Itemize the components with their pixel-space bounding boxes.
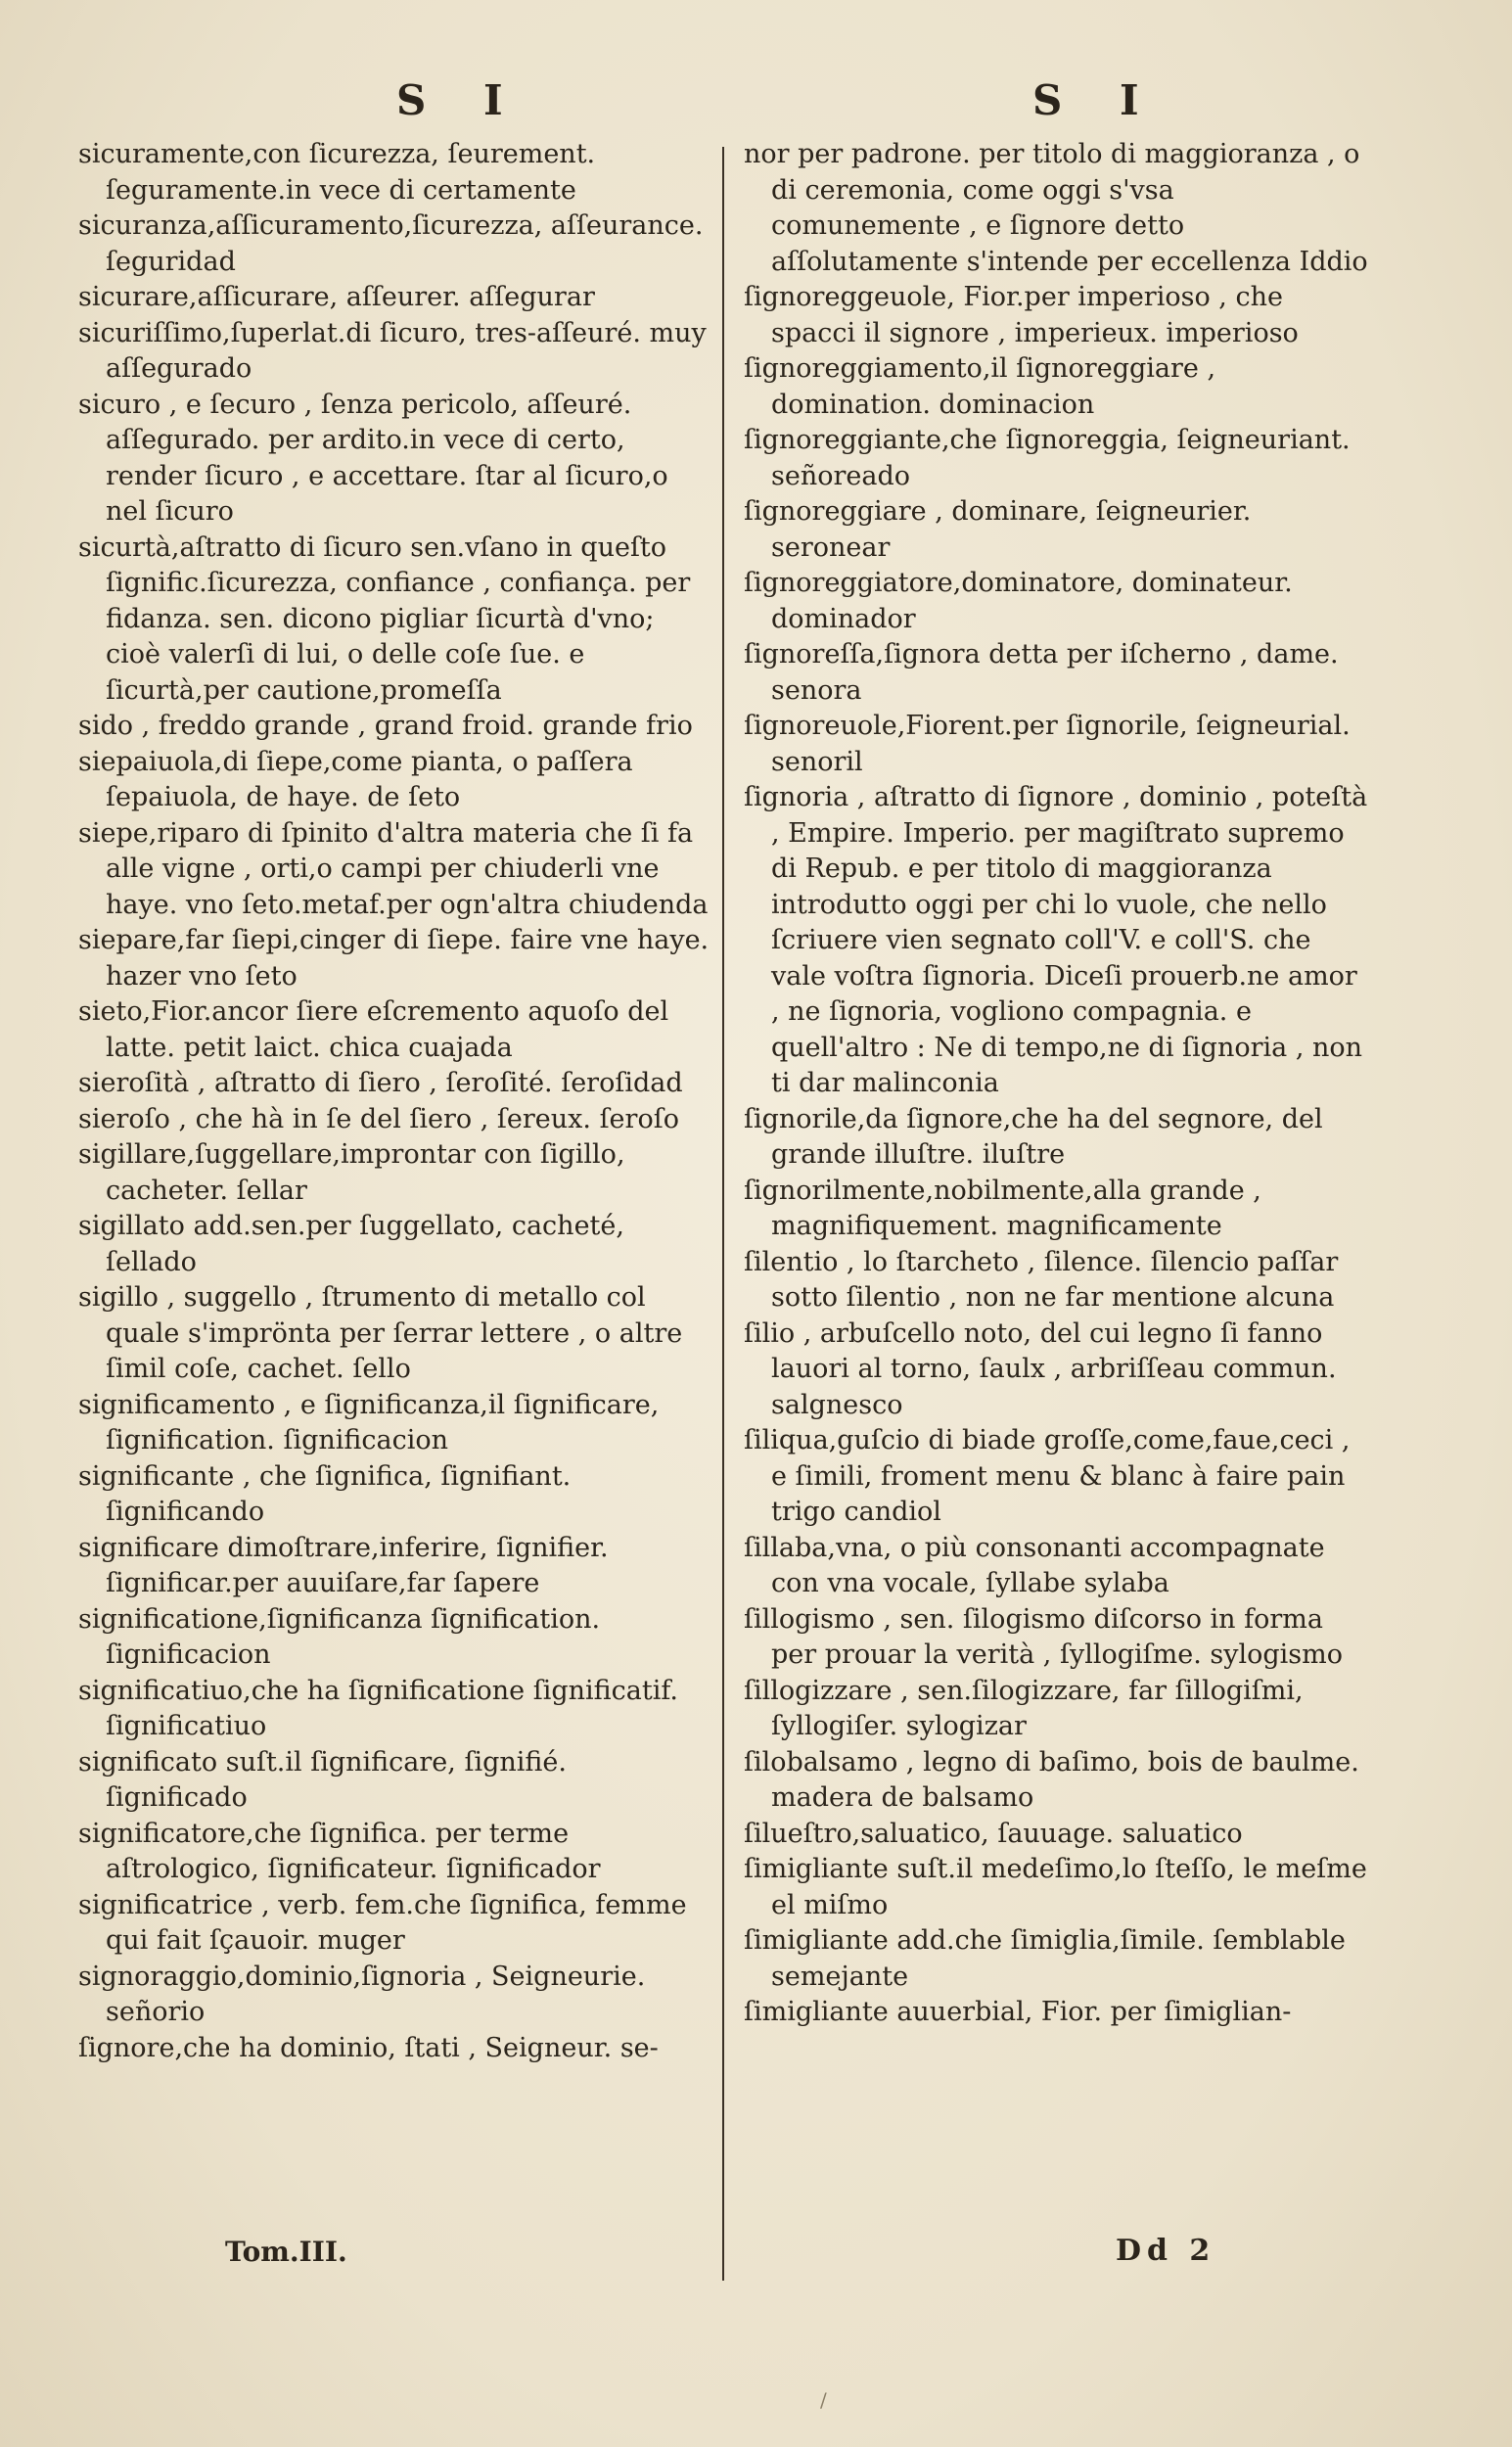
dictionary-entry: ſimigliante auuerbial, Fior. per ſimiglian- xyxy=(744,1997,1292,2027)
dictionary-entry: ſimigliante add.che ſimiglia,ſimile. ſemblable semejante xyxy=(744,1925,1346,1992)
dictionary-entry: sicuramente,con ſicurezza, ſeurement. ſeguramente.in vece di certamente xyxy=(78,139,596,206)
dictionary-entry: sicurare,aſſicurare, aſſeurer. aſſegurar xyxy=(78,282,595,312)
dictionary-entry: ſignore,che ha dominio, ſtati , Seigneur. se- xyxy=(78,2032,659,2063)
volume-label: Tom.III. xyxy=(225,2236,347,2268)
dictionary-entry: ſimigliante suſt.il medeſimo,lo ſteſſo, le meſme el miſmo xyxy=(744,1854,1367,1920)
dictionary-entry: siepe,riparo di ſpinito d'altra materia che ſi fa alle vigne , orti,o campi per chiuderli vne haye. vno ſeto.metaf.per ogn'altra chiudenda xyxy=(78,817,709,920)
dictionary-entry: significatrice , verb. fem.che ſignifica, femme qui fait ſçauoir. muger xyxy=(78,1889,687,1956)
dictionary-entry: siepaiuola,di ſiepe,come pianta, o paſſera ſepaiuola, de haye. de ſeto xyxy=(78,746,633,812)
dictionary-entry: ſillaba,vna, o più consonanti accompagnate con vna vocale, ſyllabe sylaba xyxy=(744,1532,1325,1598)
signature-mark: Dd 2 xyxy=(1116,2234,1216,2268)
dictionary-entry: ſilueſtro,saluatico, ſauuage. saluatico xyxy=(744,1818,1243,1849)
dictionary-entry: sido , freddo grande , grand froid. grande frio xyxy=(78,711,693,741)
ink-mark: / xyxy=(820,2388,827,2412)
dictionary-entry: ſillogizzare , sen.ſilogizzare, far ſillogiſmi, ſyllogiſer. sylogizar xyxy=(744,1675,1304,1741)
dictionary-entry: ſignoreuole,Fiorent.per ſignorile, ſeigneurial. senoril xyxy=(744,711,1351,777)
dictionary-entry: significatione,ſignificanza ſignification. ſignificacion xyxy=(78,1603,601,1670)
right-column xyxy=(744,137,1370,2031)
dictionary-entry: ſilentio , lo ſtarcheto , ſilence. ſilencio paſſar sotto ſilentio , non ne far mentione alcuna xyxy=(744,1246,1339,1313)
dictionary-entry: sicurtà,aſtratto di ſicuro sen.vſano in queſto ſignific.ſicurezza, confiance , confiança. per fidanza. sen. dicono pigliar ſicurtà d'vno; cioè valerſi di lui, o delle coſe ſue. e ſicurtà,per cautione,promeſſa xyxy=(78,531,691,706)
dictionary-entry: ſiliqua,guſcio di biade groſſe,come,faue,ceci , e ſimili, froment menu & blanc à faire pain trigo candiol xyxy=(744,1425,1351,1527)
right-running-head: S I xyxy=(1032,76,1161,124)
dictionary-entry: significamento , e ſignificanza,il ſignificare, ſignification. ſignificacion xyxy=(78,1389,660,1455)
dictionary-entry: siepare,far ſiepi,cinger di ſiepe. faire vne haye. hazer vno ſeto xyxy=(78,925,710,992)
dictionary-entry: ſignoreggiamento,il ſignoreggiare , domination. dominacion xyxy=(744,353,1216,420)
dictionary-entry: ſilio , arbuſcello noto, del cui legno ſi fanno lauori al torno, ſaulx , arbriſſeau commun. salgnesco xyxy=(744,1317,1337,1420)
dictionary-entry: sieroſità , aſtratto di ſiero , ſeroſité. ſeroſidad xyxy=(78,1068,683,1098)
dictionary-entry: ſignoreggeuole, Fior.per imperioso , che spacci il signore , imperieux. imperioso xyxy=(744,282,1299,348)
dictionary-entry: ſilobalsamo , legno di baſimo, bois de baulme. madera de balsamo xyxy=(744,1746,1359,1813)
dictionary-entry: significatiuo,che ha ſignificatione ſignificatif. ſignificatiuo xyxy=(78,1675,678,1741)
dictionary-entry: sieto,Fior.ancor ſiere eſcremento aquoſo del latte. petit laict. chica cuajada xyxy=(78,996,669,1063)
dictionary-entry: nor per padrone. per titolo di maggioranza , o di ceremonia, come oggi s'vsa comunemente , e ſignore detto aſſolutamente s'intende per eccellenza Iddio xyxy=(744,139,1368,277)
left-running-head: S I xyxy=(396,76,525,124)
dictionary-entry: ſillogismo , sen. ſilogismo diſcorso in forma per prouar la verità , ſyllogiſme. sylogismo xyxy=(744,1603,1344,1670)
dictionary-entry: sicuriſſimo,ſuperlat.di ſicuro, tres-aſſeuré. muy aſſegurado xyxy=(78,317,707,384)
dictionary-entry: significante , che ſignifica, ſignifiant. ſignificando xyxy=(78,1460,572,1527)
dictionary-entry: signoraggio,dominio,ſignoria , Seigneurie. señorio xyxy=(78,1961,646,2027)
dictionary-entry: ſignorile,da ſignore,che ha del segnore, del grande illuſtre. iluſtre xyxy=(744,1103,1323,1170)
dictionary-entry: sigillare,ſuggellare,improntar con ſigillo, cacheter. ſellar xyxy=(78,1139,625,1206)
dictionary-entry: significare dimoſtrare,inferire, ſignifier. ſignificar.per auuiſare,far ſapere xyxy=(78,1532,609,1598)
dictionary-entry: ſignoreſſa,ſignora detta per iſcherno , dame. senora xyxy=(744,639,1339,706)
dictionary-entry: sicuranza,aſſicuramento,ſicurezza, aſſeurance. ſeguridad xyxy=(78,210,704,277)
dictionary-entry: sigillato add.sen.per ſuggellato, cacheté, ſellado xyxy=(78,1211,624,1277)
column-divider xyxy=(722,147,724,2281)
dictionary-entry: significatore,che ſignifica. per terme aſtrologico, ſignificateur. ſignificador xyxy=(78,1818,601,1884)
dictionary-entry: ſignoreggiare , dominare, ſeigneurier. seronear xyxy=(744,496,1252,563)
dictionary-entry: sieroſo , che hà in ſe del ſiero , ſereux. ſeroſo xyxy=(78,1103,679,1134)
dictionary-entry: sigillo , suggello , ſtrumento di metallo col quale s'imprönta per ſerrar lettere , o altre ſimil coſe, cachet. ſello xyxy=(78,1282,683,1384)
dictionary-entry: ſignorilmente,nobilmente,alla grande , magnifiquement. magnificamente xyxy=(744,1175,1261,1241)
dictionary-entry: significato suſt.il ſignificare, ſignifié. ſignificado xyxy=(78,1746,567,1813)
dictionary-entry: ſignoreggiatore,dominatore, dominateur. dominador xyxy=(744,568,1293,634)
dictionary-entry: ſignoreggiante,che ſignoreggia, ſeigneuriant. señoreado xyxy=(744,425,1351,491)
left-column xyxy=(78,137,714,2066)
dictionary-entry: sicuro , e ſecuro , ſenza pericolo, aſſeuré. aſſegurado. per ardito.in vece di certo, render ſicuro , e accettare. ſtar al ſicuro,o nel ſicuro xyxy=(78,389,668,527)
dictionary-entry: ſignoria , aſtratto di ſignore , dominio , poteſtà , Empire. Imperio. per magiſtrato supremo di Repub. e per titolo di maggioranza introdutto oggi per chi lo vuole, che nello ſcriuere vien segnato coll'V. e coll'S. che vale voſtra ſignoria. Diceſi prouerb.ne amor , ne ſignoria, vogliono compagnia. e quell'altro : Ne di tempo,ne di ſignoria , non ti dar malinconia xyxy=(744,782,1368,1098)
